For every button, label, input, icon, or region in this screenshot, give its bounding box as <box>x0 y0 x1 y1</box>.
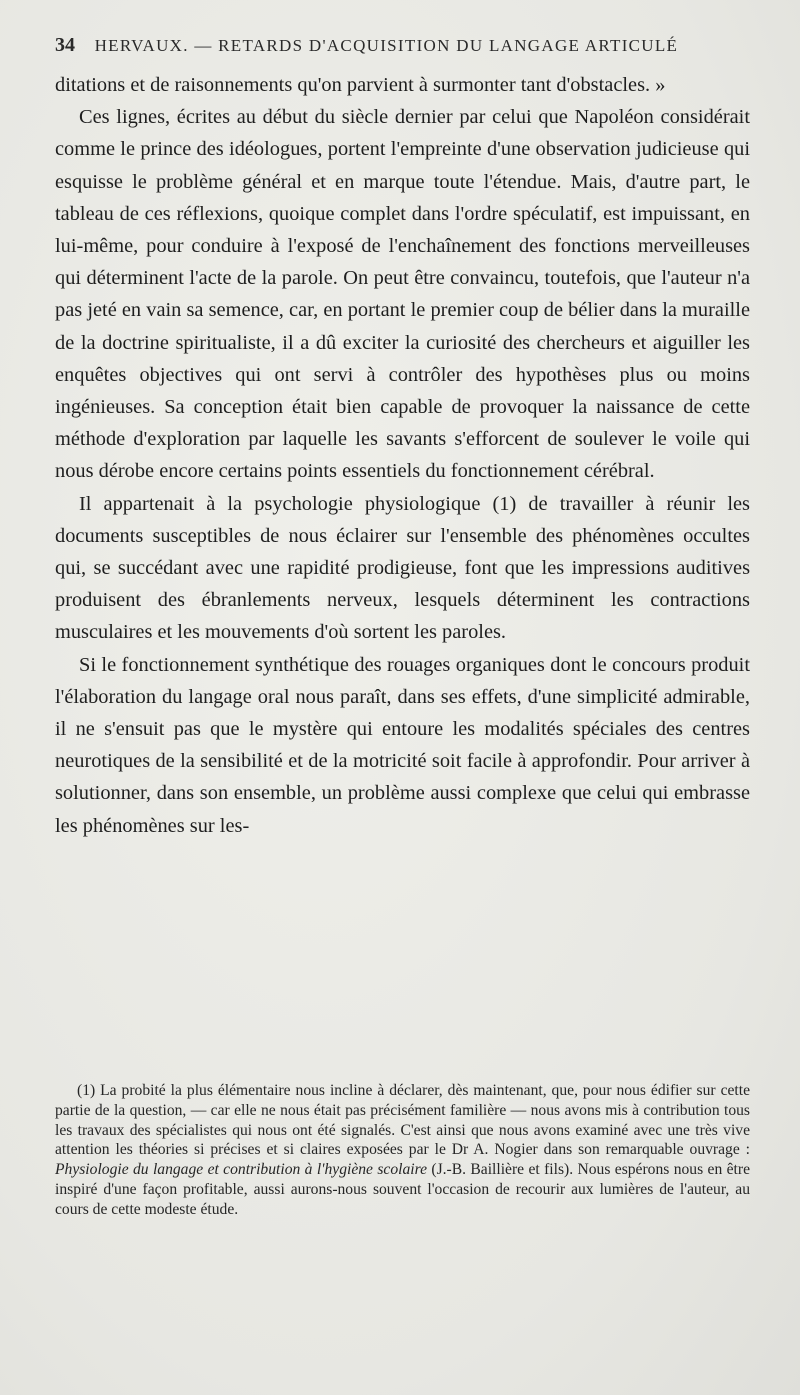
footnote-text-end: (J.-B. Baillière et fils). Nous espérons nous en être inspiré d'une façon profitable, aussi aurons-nous souvent l'occasion de recourir aux lumières de l'auteur, au cours de cette modeste étude. <box>55 1161 750 1218</box>
paragraph: Si le fonctionnement synthétique des rouages organiques dont le concours produit l'élaboration du langage oral nous paraît, dans ses effets, d'une simplicité admirable, il ne s'ensuit pas que le mystère qui entoure les modalités spéciales des centres neurotiques de la sensibilité et de la motricité soit facile à approfondir. Pour arriver à solutionner, dans son ensemble, un problème aussi complexe que celui qui embrasse les phénomènes sur les- <box>55 653 750 837</box>
footnote-book-title: Physiologie du langage et contribution à l'hygiène scolaire <box>55 1161 428 1179</box>
running-title: HERVAUX. — RETARDS D'ACQUISITION DU LANGAGE ARTICULÉ <box>94 36 679 55</box>
paragraph: Ces lignes, écrites au début du siècle dernier par celui que Napoléon considérait comme le prince des idéologues, portent l'empreinte d'une observation judicieuse qui esquisse le problème général et en marque toute l'étendue. Mais, d'autre part, le tableau de ces réflexions, quoique complet dans l'ordre spéculatif, est impuissant, en lui-même, pour conduire à l'exposé de l'enchaînement des fonctions merveilleuses qui déterminent l'acte de la parole. On peut être convaincu, toutefois, que l'auteur n'a pas jeté en vain sa semence, car, en portant le premier coup de bélier dans la muraille de la doctrine spiritualiste, il a dû exciter la curiosité des chercheurs et aiguiller les enquêtes objectives qui ont servi à contrôler des hypothèses plus ou moins ingénieuses. Sa conception était bien capable de provoquer la naissance de cette méthode d'exploration par laquelle les savants s'efforcent de soulever le voile qui nous dérobe encore certains points essentiels du fonctionnement cérébral. <box>55 106 750 483</box>
footnote-text-start: (1) La probité la plus élémentaire nous incline à déclarer, dès maintenant, que, pour nous édifier sur cette partie de la question, — car elle ne nous était pas précisément familière — nous avons mis à contribution tous les travaux des spécialistes qui nous ont été signalés. C'est ainsi que nous avons examiné avec une très vive attention les théories si précises et si claires exposées par le Dr A. Nogier dans son remarquable ouvrage : <box>55 1082 750 1159</box>
running-header <box>55 34 755 62</box>
page-number: 34 <box>55 34 75 56</box>
paragraph: Il appartenait à la psychologie physiologique (1) de travailler à réunir les documents susceptibles de nous éclairer sur l'ensemble des phénomènes occultes qui, se succédant avec une rapidité prodigieuse, font que les impressions auditives produisent des ébranlements nerveux, lesquels déterminent les contractions musculaires et les mouvements d'où sortent les paroles. <box>55 492 750 644</box>
footnote-paragraph <box>55 1081 750 1220</box>
paragraph: ditations et de raisonnements qu'on parvient à surmonter tant d'obstacles. » <box>55 74 666 96</box>
main-text <box>55 69 750 842</box>
footnote <box>55 1081 750 1220</box>
